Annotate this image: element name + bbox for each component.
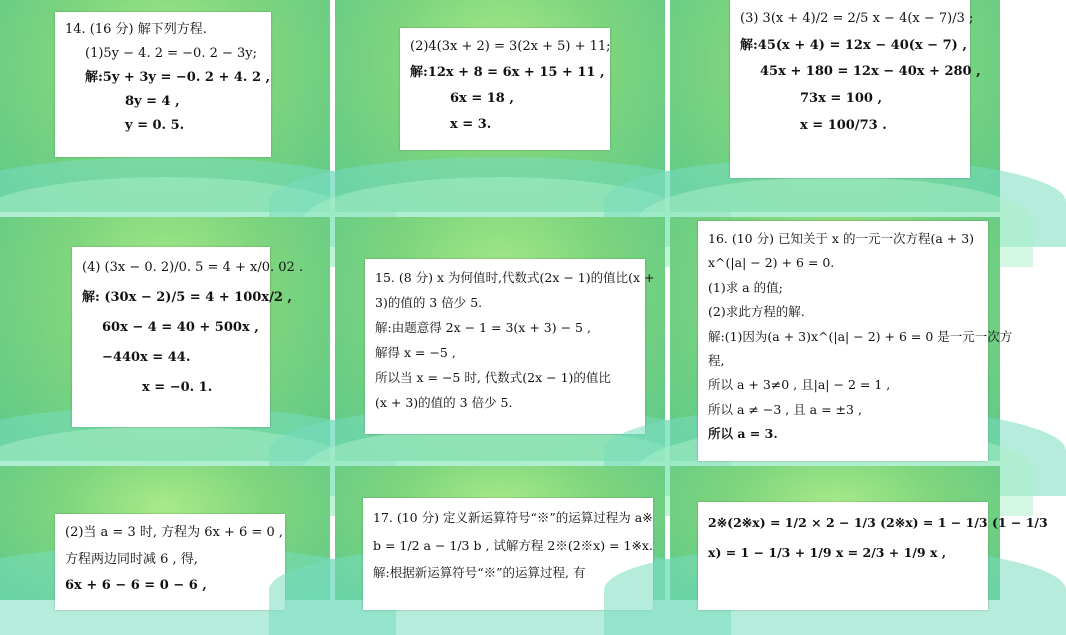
problem-text: x^(|a| − 2) + 6 = 0.: [708, 255, 835, 271]
slide-3[interactable]: [670, 0, 1000, 212]
solution-line: x = −0. 1.: [142, 379, 213, 395]
solution-line: 8y = 4 ,: [125, 94, 180, 110]
solution-line: 所以 a ≠ −3 , 且 a = ±3 ,: [708, 401, 862, 417]
slide-1[interactable]: [0, 0, 330, 212]
equation-line: (4) (3x − 0. 2)/0. 5 = 4 + x/0. 02 .: [82, 260, 304, 275]
solution-line: x = 100/73 .: [800, 117, 887, 133]
solution-line: 解:根据新运算符号“※”的运算过程, 有: [373, 565, 586, 580]
problem-title: 15. (8 分) x 为何值时,代数式(2x − 1)的值比(x +: [375, 270, 655, 285]
solution-line: 60x − 4 = 40 + 500x ,: [102, 319, 259, 335]
solution-line: y = 0. 5.: [125, 118, 185, 134]
solution-line: 解: (30x − 2)/5 = 4 + 100x/2 ,: [82, 289, 292, 305]
question-line: (2)求此方程的解.: [708, 304, 805, 320]
solution-line: 解:由题意得 2x − 1 = 3(x + 3) − 5 ,: [375, 320, 591, 335]
problem-title: 14. (16 分) 解下列方程.: [65, 22, 207, 37]
solution-line: 解得 x = −5 ,: [375, 345, 456, 360]
solution-line: 73x = 100 ,: [800, 90, 882, 106]
solution-line: x = 3.: [450, 117, 492, 132]
slide-6[interactable]: [670, 217, 1013, 461]
solution-line: −440x = 44.: [102, 349, 191, 365]
problem-title: 17. (10 分) 定义新运算符号“※”的运算过程为 a※: [373, 510, 653, 525]
solution-line: 程,: [708, 352, 725, 368]
equation-line: (3) 3(x + 4)/2 = 2/5 x − 4(x − 7)/3 ;: [740, 11, 974, 26]
slide-card: [55, 12, 271, 157]
slide-9[interactable]: [670, 466, 1048, 600]
slide-5[interactable]: [335, 217, 665, 461]
slide-4[interactable]: [0, 217, 330, 461]
slide-card: [55, 514, 285, 610]
equation-line: (1)5y − 4. 2 = −0. 2 − 3y;: [85, 46, 258, 62]
solution-line: x) = 1 − 1/3 + 1/9 x = 2/3 + 1/9 x ,: [708, 545, 947, 560]
question-line: (1)求 a 的值;: [708, 279, 783, 295]
solution-line: (2)当 a = 3 时, 方程为 6x + 6 = 0 ,: [65, 525, 283, 540]
problem-text: 3)的值的 3 倍少 5.: [375, 295, 483, 310]
solution-line: 2※(2※x) = 1/2 × 2 − 1/3 (2※x) = 1 − 1/3 (1 − 1/3: [708, 515, 1048, 530]
solution-line: (x + 3)的值的 3 倍少 5.: [375, 395, 513, 410]
solution-line: 解:5y + 3y = −0. 2 + 4. 2 ,: [85, 70, 271, 86]
slide-card: [72, 247, 304, 427]
solution-line: 45x + 180 = 12x − 40x + 280 ,: [760, 64, 981, 80]
slide-card: [400, 28, 610, 150]
slide-card: [698, 502, 1048, 610]
solution-line: 方程两边同时减 6 , 得,: [65, 551, 198, 567]
slide-card: [730, 0, 981, 178]
solution-line: 解:12x + 8 = 6x + 15 + 11 ,: [410, 65, 605, 80]
slide-card: [365, 259, 655, 434]
solution-line: 所以 a = 3.: [708, 426, 778, 441]
solution-line: 6x + 6 − 6 = 0 − 6 ,: [65, 578, 207, 594]
solution-line: 所以当 x = −5 时, 代数式(2x − 1)的值比: [375, 370, 611, 385]
problem-title: 16. (10 分) 已知关于 x 的一元一次方程(a + 3): [708, 231, 975, 246]
problem-text: b = 1/2 a − 1/3 b , 试解方程 2※(2※x) = 1※x.: [373, 537, 653, 553]
equation-line: (2)4(3x + 2) = 3(2x + 5) + 11;: [410, 39, 611, 54]
solution-line: 解:(1)因为(a + 3)x^(|a| − 2) + 6 = 0 是一元一次方: [708, 328, 1013, 344]
solution-line: 6x = 18 ,: [450, 91, 514, 106]
solution-line: 所以 a + 3≠0 , 且|a| − 2 = 1 ,: [708, 377, 891, 393]
slide-card: [698, 221, 1013, 461]
solution-line: 解:45(x + 4) = 12x − 40(x − 7) ,: [740, 37, 967, 53]
slide-2[interactable]: [335, 0, 665, 212]
